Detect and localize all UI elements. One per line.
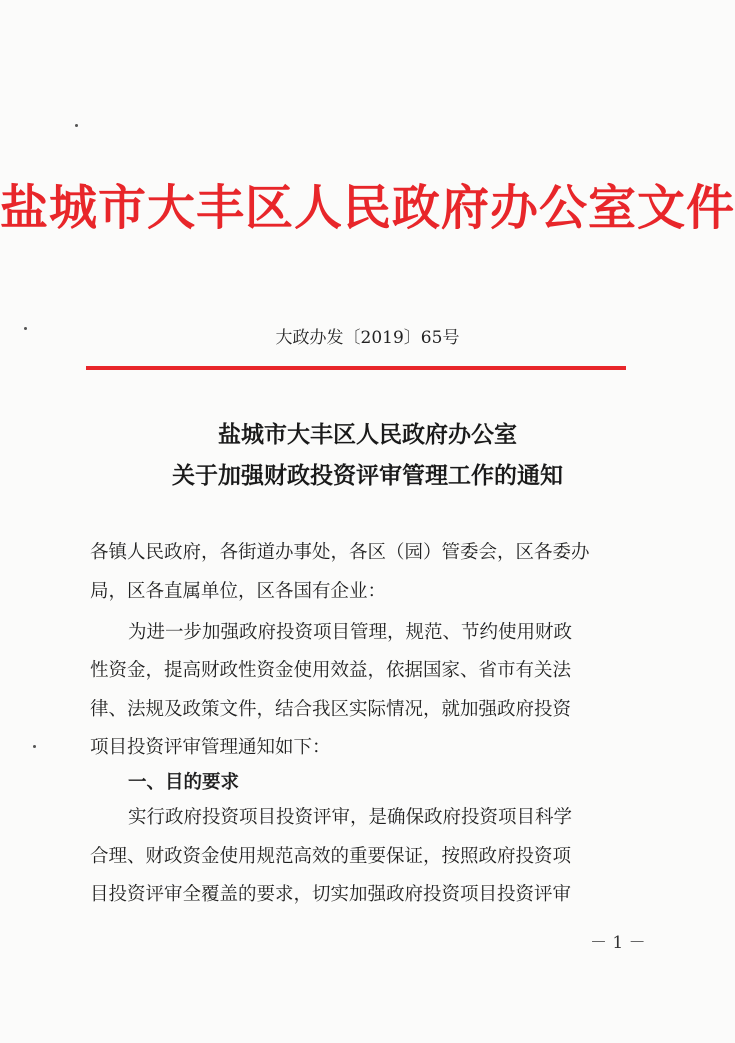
paragraph-line: 实行政府投资项目投资评审，是确保政府投资项目科学 [128, 807, 573, 828]
section-heading: 一、目的要求 [128, 772, 240, 793]
page-number: － 1 － [590, 933, 646, 953]
scan-speck [24, 327, 27, 330]
addressee-line-2: 局，区各直属单位，区各国有企业： [90, 581, 387, 602]
paragraph-line: 项目投资评审管理通知如下： [90, 737, 331, 758]
paragraph-line: 目投资评审全覆盖的要求，切实加强政府投资项目投资评审 [90, 884, 572, 905]
notice-title-line-2: 关于加强财政投资评审管理工作的通知 [172, 462, 563, 489]
scan-speck [75, 124, 78, 127]
notice-title-line-1: 盐城市大丰区人民政府办公室 [218, 421, 517, 448]
document-header-title: 盐城市大丰区人民政府办公室文件 [0, 180, 735, 236]
paragraph-line: 合理、财政资金使用规范高效的重要保证，按照政府投资项 [90, 846, 572, 867]
addressee-line-1: 各镇人民政府，各街道办事处，各区（园）管委会，区各委办 [90, 542, 590, 563]
red-divider-line [86, 366, 626, 370]
paragraph-line: 为进一步加强政府投资项目管理，规范、节约使用财政 [128, 622, 573, 643]
scan-speck [33, 745, 36, 748]
document-number: 大政办发〔2019〕65号 [275, 328, 460, 348]
paragraph-line: 律、法规及政策文件，结合我区实际情况，就加强政府投资 [90, 699, 572, 720]
paragraph-line: 性资金，提高财政性资金使用效益，依据国家、省市有关法 [90, 660, 572, 681]
